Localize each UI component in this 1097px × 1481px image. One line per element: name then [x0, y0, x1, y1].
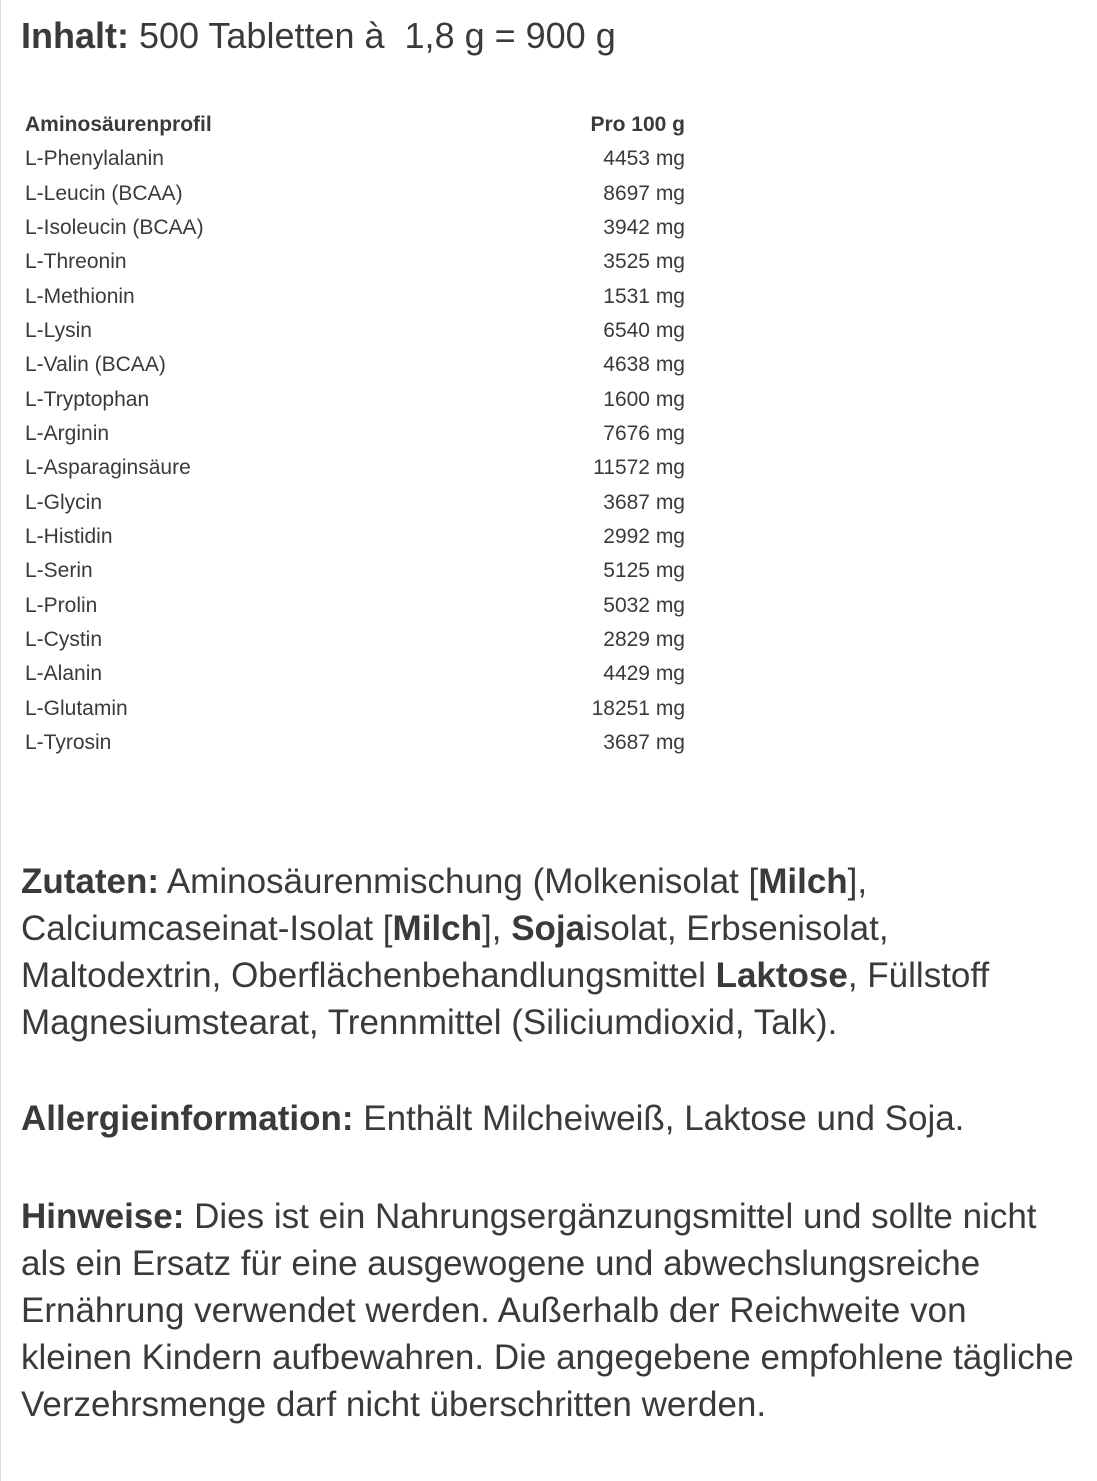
amino-value: 6540 mg — [603, 318, 685, 342]
ingredients-text-1: Aminosäurenmischung (Molkenisolat [ — [159, 862, 759, 901]
amino-name: L-Arginin — [25, 421, 110, 445]
amino-name: L-Histidin — [25, 524, 113, 548]
allergen-milk-1: Milch — [758, 862, 848, 901]
amino-name: L-Alanin — [25, 662, 103, 686]
content-label: Inhalt: — [21, 15, 129, 56]
amino-value: 4638 mg — [603, 353, 685, 377]
allergen-milk-2: Milch — [392, 909, 482, 948]
notes-text: Dies ist ein Nahrungsergänzungsmittel und sollte nicht als ein Ersatz für eine ausgewogene und abwechslungsreiche Ernährung verwendet werden. Außerhalb der Reichweite von kleinen Kindern aufbewahren. Die angegebene empfohlene tägliche Verzehrsmenge darf nicht überschritten werden. — [21, 1197, 1074, 1424]
ingredients-paragraph — [21, 858, 1086, 1046]
table-row — [25, 554, 685, 588]
amino-value: 5032 mg — [603, 593, 685, 617]
amino-name: L-Leucin (BCAA) — [25, 181, 183, 205]
amino-value: 11572 mg — [593, 456, 685, 480]
table-row — [25, 142, 685, 176]
amino-value: 1531 mg — [603, 284, 685, 308]
amino-header-name: Aminosäurenprofil — [25, 113, 212, 136]
ingredients-text-5: , Füllstoff Magnesiumstearat, Trennmittel (Siliciumdioxid, Talk). — [21, 956, 990, 1042]
amino-name: L-Cystin — [25, 627, 103, 651]
amino-value: 7676 mg — [603, 421, 685, 445]
amino-table-header — [25, 108, 685, 142]
allergy-paragraph — [21, 1095, 1086, 1142]
amino-table-body — [25, 142, 685, 760]
amino-name: L-Isoleucin (BCAA) — [25, 215, 204, 239]
table-row — [25, 726, 685, 760]
notes-label: Hinweise: — [21, 1197, 185, 1236]
amino-value: 2829 mg — [603, 627, 685, 651]
table-row — [25, 485, 685, 519]
amino-value: 18251 mg — [591, 696, 685, 720]
table-row — [25, 245, 685, 279]
content-line — [21, 14, 616, 58]
amino-name: L-Asparaginsäure — [25, 456, 191, 480]
allergen-soy: Soja — [511, 909, 586, 948]
table-row — [25, 657, 685, 691]
amino-name: L-Tryptophan — [25, 387, 150, 411]
table-row — [25, 588, 685, 622]
amino-acid-table — [25, 108, 685, 760]
amino-name: L-Serin — [25, 559, 93, 583]
amino-value: 4429 mg — [603, 662, 685, 686]
table-row — [25, 382, 685, 416]
amino-name: L-Glutamin — [25, 696, 128, 720]
amino-name: L-Threonin — [25, 250, 127, 274]
table-row — [25, 279, 685, 313]
amino-name: L-Prolin — [25, 593, 98, 617]
table-row — [25, 348, 685, 382]
amino-value: 1600 mg — [603, 387, 685, 411]
amino-name: L-Glycin — [25, 490, 103, 514]
amino-value: 3525 mg — [603, 250, 685, 274]
table-row — [25, 692, 685, 726]
amino-value: 4453 mg — [603, 147, 685, 171]
table-row — [25, 176, 685, 210]
amino-name: L-Valin (BCAA) — [25, 353, 166, 377]
table-row — [25, 451, 685, 485]
amino-value: 8697 mg — [603, 181, 685, 205]
amino-value: 3687 mg — [603, 731, 685, 755]
ingredients-label: Zutaten: — [21, 862, 160, 901]
table-row — [25, 417, 685, 451]
amino-name: L-Lysin — [25, 318, 92, 342]
notes-paragraph — [21, 1193, 1086, 1428]
ingredients-text-4: isolat, Erbsenisolat, Maltodextrin, Oberflächenbehandlungsmittel — [21, 909, 889, 995]
amino-value: 3942 mg — [603, 215, 685, 239]
allergen-lactose: Laktose — [715, 956, 848, 995]
allergy-label: Allergieinformation: — [21, 1099, 354, 1138]
amino-value: 3687 mg — [603, 490, 685, 514]
content-text: 500 Tabletten à 1,8 g = 900 g — [128, 15, 616, 56]
table-row — [25, 520, 685, 554]
ingredients-text-2: ], Calciumcaseinat-Isolat [ — [21, 862, 868, 948]
ingredients-text-3: ], — [482, 909, 512, 948]
amino-name: L-Phenylalanin — [25, 147, 164, 171]
amino-value: 5125 mg — [603, 559, 685, 583]
amino-name: L-Tyrosin — [25, 731, 112, 755]
amino-value: 2992 mg — [603, 524, 685, 548]
amino-header-value: Pro 100 g — [590, 113, 685, 136]
table-row — [25, 623, 685, 657]
table-row — [25, 211, 685, 245]
allergy-text: Enthält Milcheiweiß, Laktose und Soja. — [353, 1099, 965, 1138]
amino-name: L-Methionin — [25, 284, 135, 308]
table-row — [25, 314, 685, 348]
